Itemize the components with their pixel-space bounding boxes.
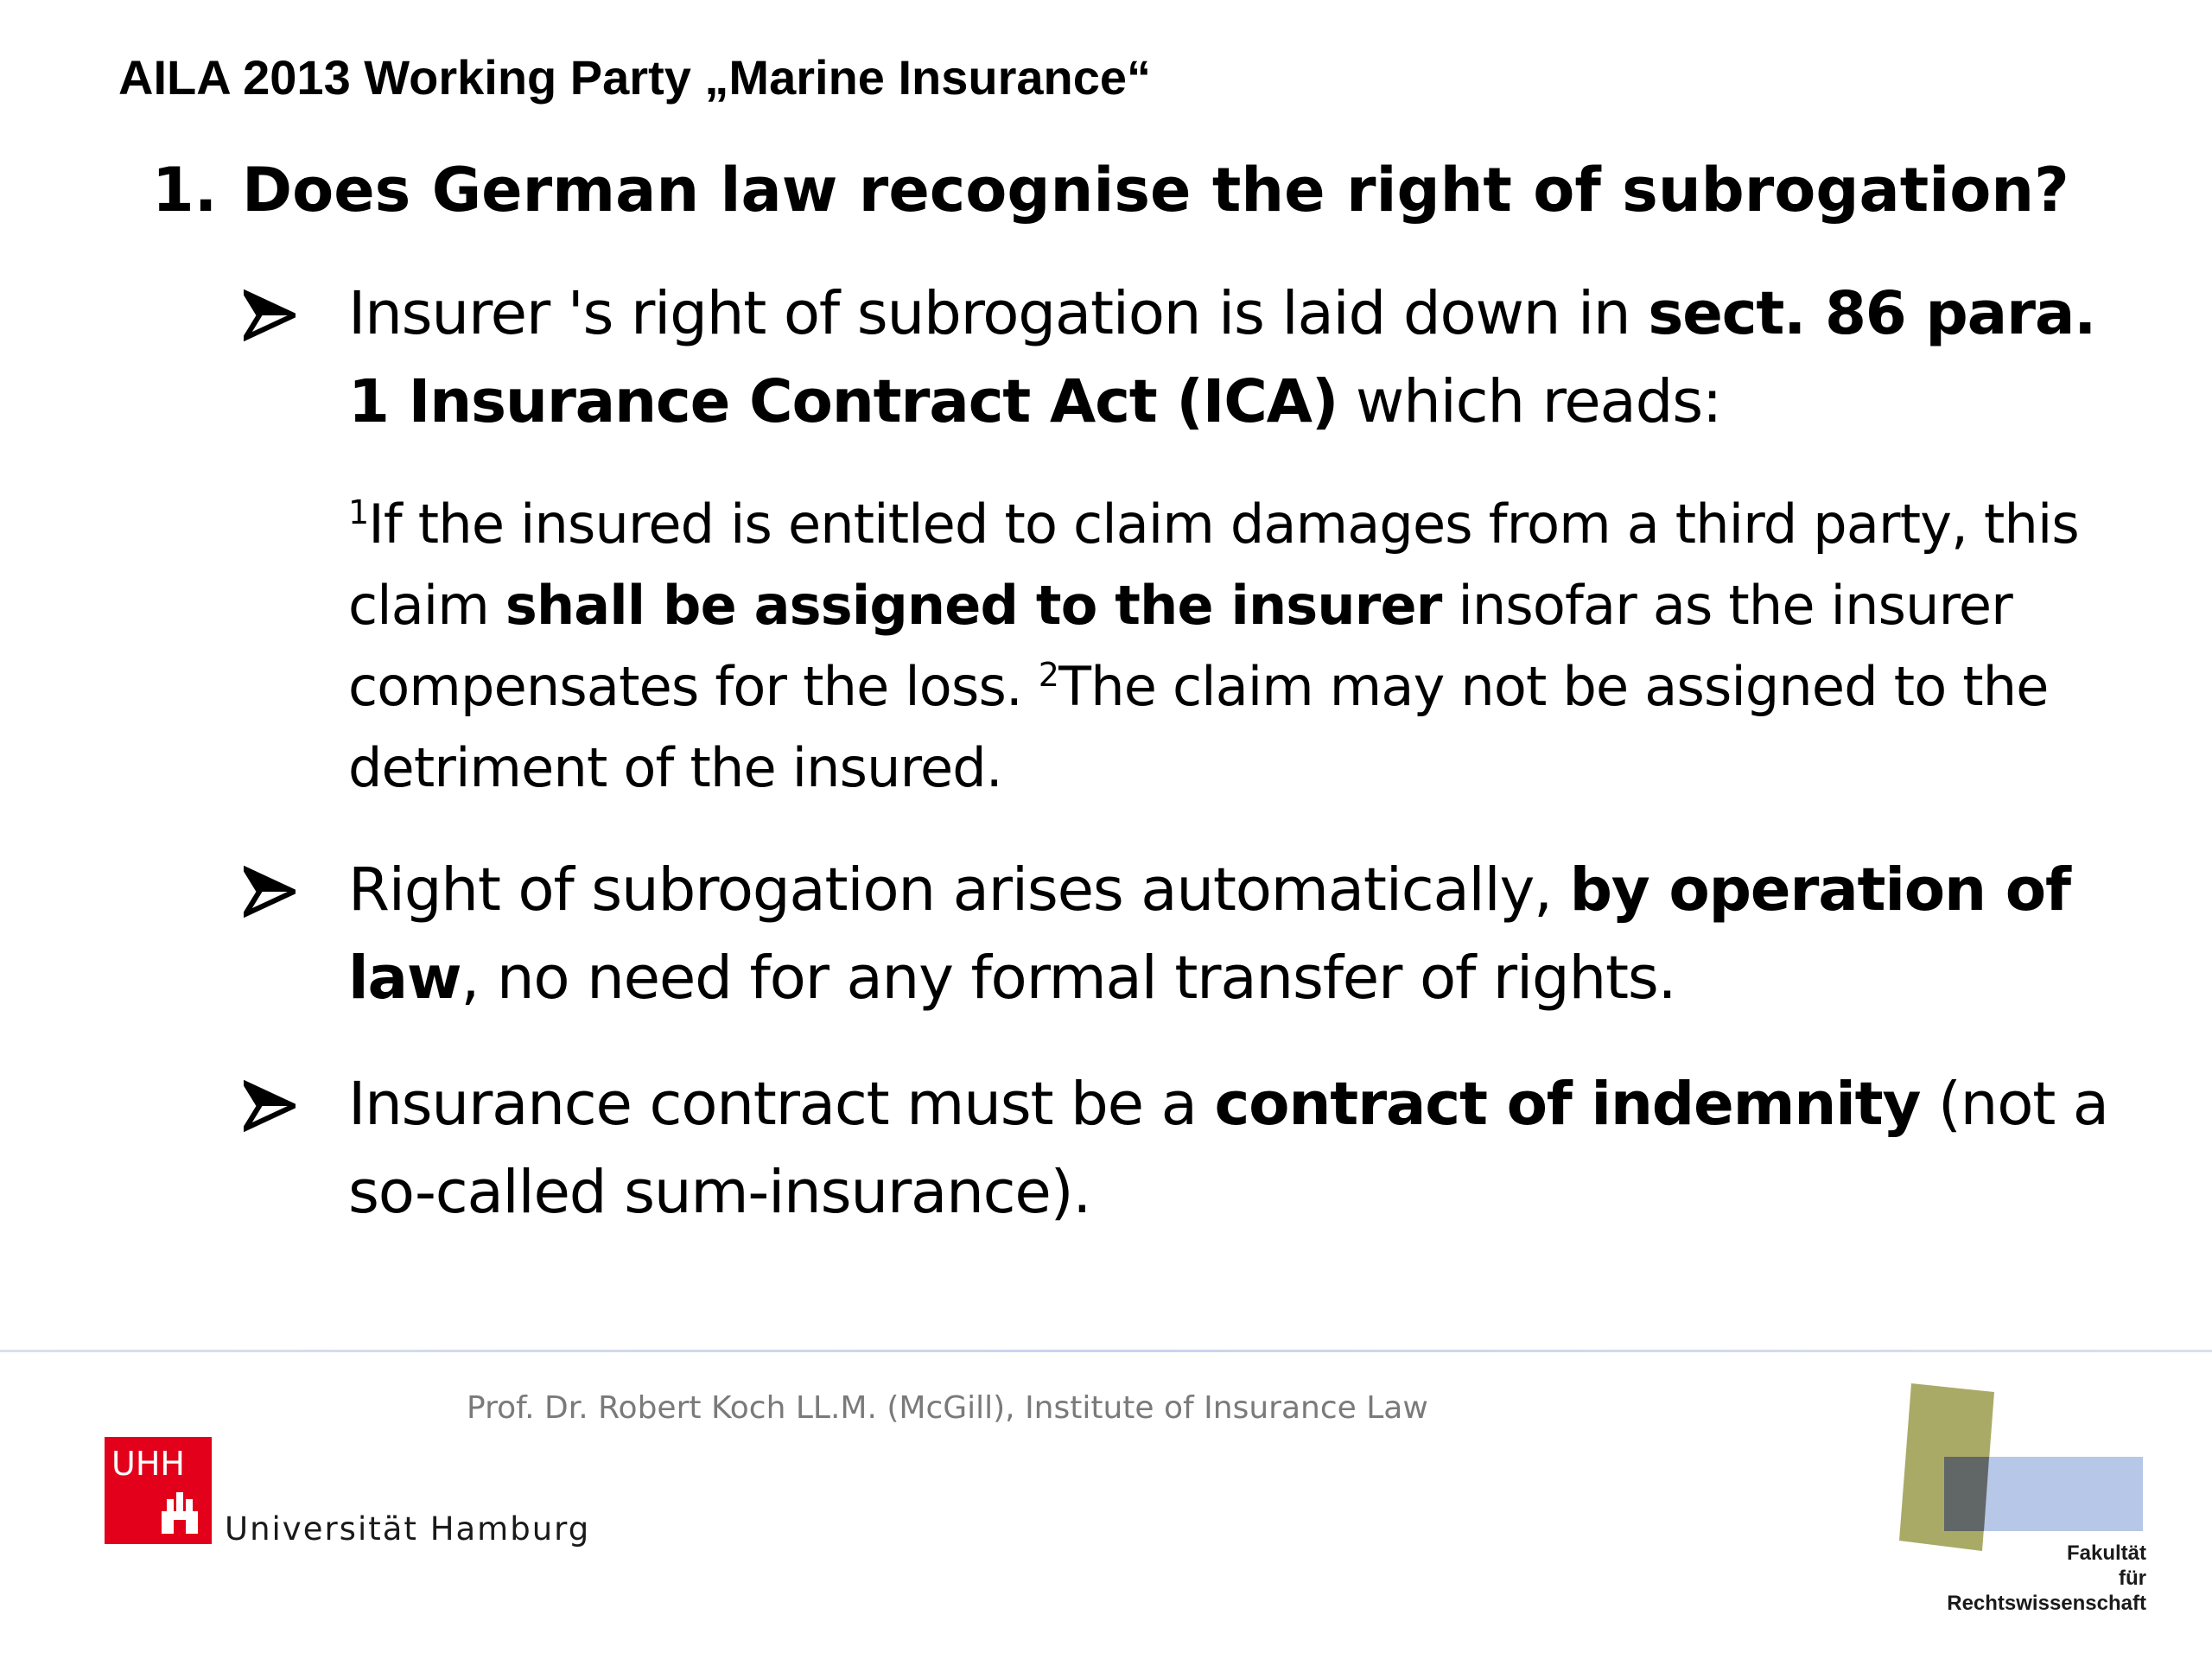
slide-heading (152, 151, 2069, 229)
footer-divider (0, 1350, 2212, 1352)
faculty-name: Fakultät für Rechtswissenschaft (1947, 1541, 2146, 1615)
bullet-1-text: Insurer 's right of subrogation is laid down in sect. 86 para. 1 Insurance Contract Act (ICA) which reads: (348, 279, 2096, 436)
faculty-logo-icon (1892, 1378, 2152, 1551)
heading-text: Does German law recognise the right of subrogation? (242, 155, 2069, 226)
footer-author: Prof. Dr. Robert Koch LL.M. (McGill), Institute of Insurance Law (467, 1390, 1428, 1426)
university-name: Universität Hamburg (225, 1510, 591, 1548)
arrow-bullet-icon (244, 864, 296, 919)
statute-quote: $^1$If the insured is entitled to claim damages from a third party, this claim shall be assigned to the insurer insofar as the insurer compensates for the loss. $^2$The claim may not be assigned to the detriment of the insured. (348, 493, 2079, 799)
slide-header-title: AILA 2013 Working Party „Marine Insurance“ (118, 50, 1152, 105)
uhh-logo-letters: UHH (111, 1445, 185, 1483)
arrow-bullet-icon (244, 288, 296, 343)
bullet-3-text: Insurance contract must be a contract of indemnity (not a so-called sum-insurance). (348, 1070, 2108, 1227)
quote-sup-2: 2 (1038, 656, 1059, 694)
bullet-2-text: Right of subrogation arises automatically, by operation of law, no need for any formal transfer of rights. (348, 855, 2070, 1013)
arrow-bullet-icon (244, 1078, 296, 1134)
heading-number: 1. (152, 155, 218, 226)
quote-sup-1: 1 (348, 493, 369, 531)
uhh-logo-mark (105, 1437, 212, 1544)
uhh-logo-icon (105, 1437, 212, 1544)
